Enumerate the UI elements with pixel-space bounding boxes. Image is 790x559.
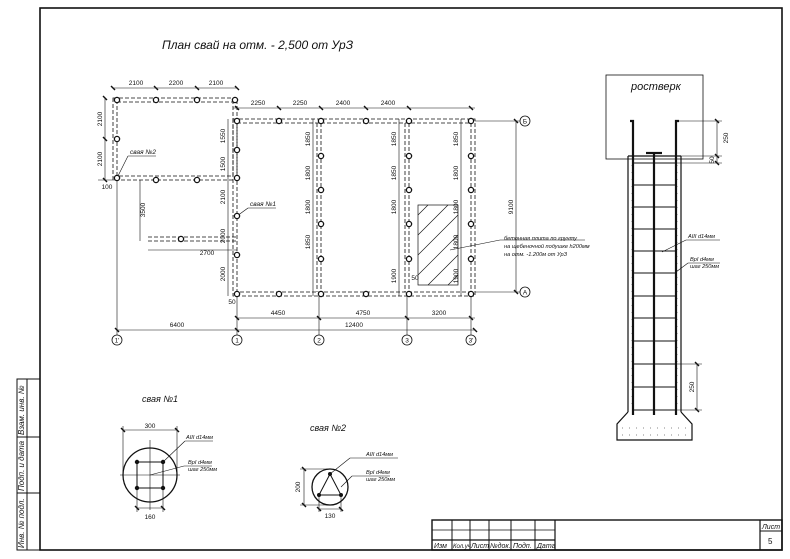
pile-marker bbox=[318, 221, 323, 226]
stamp-vzam-inv: Взам. инв. № bbox=[17, 385, 26, 435]
title-block-header: Изм bbox=[434, 543, 447, 550]
axis-label: Б bbox=[522, 118, 528, 126]
stamp-podp-data: Подп. и дата bbox=[17, 440, 26, 491]
dim-text: 4450 bbox=[270, 310, 286, 317]
axis-label: А bbox=[522, 289, 528, 297]
dim-text: 100 bbox=[101, 184, 113, 191]
dim-text: 1850 bbox=[305, 234, 312, 250]
axis-label: 1' bbox=[114, 337, 120, 345]
axis-label: 3' bbox=[468, 337, 474, 345]
dim-text: 1850 bbox=[453, 131, 460, 147]
spiral-note: шаг 250мм bbox=[690, 264, 720, 270]
slab-note-line: бетонная плита по грунту bbox=[504, 236, 577, 242]
pile-marker bbox=[318, 291, 323, 296]
spiral-note: шаг 250мм bbox=[188, 467, 218, 473]
dim-text: 1800 bbox=[305, 199, 312, 215]
pile-marker bbox=[114, 97, 119, 102]
slab-note-line: на отм. -1.200м от УрЗ bbox=[504, 252, 568, 258]
pile-marker bbox=[178, 236, 183, 241]
pile-marker bbox=[234, 118, 239, 123]
pile2-callout: свая №2 bbox=[130, 149, 157, 156]
dim-text: 1550 bbox=[220, 128, 227, 144]
dim-text: 1900 bbox=[453, 268, 460, 284]
pile-marker bbox=[234, 213, 239, 218]
pile-marker bbox=[406, 221, 411, 226]
pile1-callout: свая №1 bbox=[250, 201, 277, 208]
pile-marker bbox=[406, 118, 411, 123]
dim-text: 50 bbox=[411, 275, 419, 282]
pile-marker bbox=[232, 97, 237, 102]
pile-marker bbox=[194, 97, 199, 102]
pile-marker bbox=[234, 291, 239, 296]
spiral-note: BpI d4мм bbox=[188, 460, 212, 466]
spiral-note: шаг 250мм bbox=[366, 477, 396, 483]
pile-marker bbox=[276, 291, 281, 296]
dim-text: 1800 bbox=[305, 165, 312, 181]
slab-note-line: на щебеночной подушке h200мм bbox=[504, 244, 590, 250]
dim-text: 1500 bbox=[220, 156, 227, 172]
slab-area bbox=[418, 205, 458, 285]
pile-marker bbox=[363, 291, 368, 296]
dim-text: 2700 bbox=[199, 250, 215, 257]
title-block-header: Подп. bbox=[513, 543, 532, 550]
dim-text: 50 bbox=[709, 156, 716, 164]
title-block-header: Лист bbox=[471, 543, 490, 550]
pile-marker bbox=[153, 97, 158, 102]
pile1-title: свая №1 bbox=[142, 394, 179, 404]
page-title: План свай на отм. - 2,500 от УрЗ bbox=[162, 38, 354, 52]
dim-text: 1900 bbox=[391, 268, 398, 284]
dim-text: 2100 bbox=[97, 151, 104, 167]
dim-text: 6400 bbox=[169, 322, 185, 329]
pile-marker bbox=[234, 175, 239, 180]
rostverk-label: ростверк bbox=[631, 81, 681, 93]
pile-marker bbox=[114, 136, 119, 141]
dim-text: 300 bbox=[144, 423, 156, 430]
title-block-header: №док. bbox=[490, 543, 511, 550]
rebar-note: AIII d14мм bbox=[366, 452, 393, 458]
pile-marker bbox=[234, 147, 239, 152]
pile-marker bbox=[194, 177, 199, 182]
dim-text: 160 bbox=[144, 514, 156, 521]
dim-text: 2400 bbox=[380, 100, 396, 107]
dim-text: 2100 bbox=[97, 111, 104, 127]
pile-marker bbox=[114, 175, 119, 180]
axis-label: 3 bbox=[405, 337, 409, 345]
pile-marker bbox=[234, 252, 239, 257]
dim-text: 2100 bbox=[220, 189, 227, 205]
title-block-header: Кол.уч bbox=[453, 544, 471, 550]
dim-text: 2000 bbox=[220, 266, 227, 282]
pile-marker bbox=[406, 153, 411, 158]
pile-marker bbox=[468, 221, 473, 226]
dim-text: 1850 bbox=[305, 131, 312, 147]
pile-marker bbox=[468, 118, 473, 123]
pile-marker bbox=[468, 291, 473, 296]
dim-text: 2100 bbox=[128, 80, 144, 87]
axis-label: 2 bbox=[317, 337, 321, 345]
pile-marker bbox=[406, 291, 411, 296]
dim-text: 2000 bbox=[220, 228, 227, 244]
pile-marker bbox=[276, 118, 281, 123]
sheet-label: Лист bbox=[762, 524, 781, 531]
dim-text: 3200 bbox=[431, 310, 447, 317]
axis-label: 1 bbox=[235, 337, 239, 345]
pile-marker bbox=[363, 118, 368, 123]
dim-text: 2100 bbox=[208, 80, 224, 87]
dim-text: 3500 bbox=[140, 202, 147, 218]
stamp-inv-podl: Инв. № подл. bbox=[17, 498, 26, 548]
pile-marker bbox=[318, 256, 323, 261]
dim-text: 250 bbox=[689, 381, 696, 393]
pile-marker bbox=[406, 256, 411, 261]
dim-text: 250 bbox=[723, 132, 730, 144]
pile-marker bbox=[153, 177, 158, 182]
pile-marker bbox=[318, 153, 323, 158]
piles bbox=[114, 97, 473, 296]
dim-text: 1850 bbox=[391, 165, 398, 181]
dim-text: 1800 bbox=[453, 165, 460, 181]
pile-marker bbox=[468, 256, 473, 261]
dim-text: 1800 bbox=[453, 234, 460, 250]
rebar-note: AIII d14мм bbox=[186, 435, 213, 441]
pile-marker bbox=[318, 118, 323, 123]
pile2-title: свая №2 bbox=[310, 423, 347, 433]
dim-text: 4750 bbox=[355, 310, 371, 317]
dim-text: 9100 bbox=[508, 199, 515, 215]
dim-text: 1800 bbox=[453, 199, 460, 215]
pile-marker bbox=[318, 187, 323, 192]
sheet-number: 5 bbox=[768, 537, 773, 546]
dim-text: 2200 bbox=[168, 80, 184, 87]
pile2-section bbox=[300, 458, 398, 512]
spiral-note: BpI d4мм bbox=[366, 470, 390, 476]
dim-text: 130 bbox=[324, 513, 336, 520]
pile-marker bbox=[468, 187, 473, 192]
pile-marker bbox=[406, 187, 411, 192]
dim-text: 1850 bbox=[391, 131, 398, 147]
dim-text: 2250 bbox=[292, 100, 308, 107]
rebar-note: AIII d14мм bbox=[688, 234, 715, 240]
spiral-note: BpI d4мм bbox=[690, 257, 714, 263]
dim-text: 200 bbox=[295, 481, 302, 493]
dim-text: 2250 bbox=[250, 100, 266, 107]
dim-text: 50 bbox=[228, 299, 236, 306]
dim-text: 2400 bbox=[335, 100, 351, 107]
dim-text: 12400 bbox=[344, 322, 364, 329]
dim-text: 1800 bbox=[391, 199, 398, 215]
pile-marker bbox=[468, 153, 473, 158]
title-block-header: Дата bbox=[537, 543, 556, 550]
